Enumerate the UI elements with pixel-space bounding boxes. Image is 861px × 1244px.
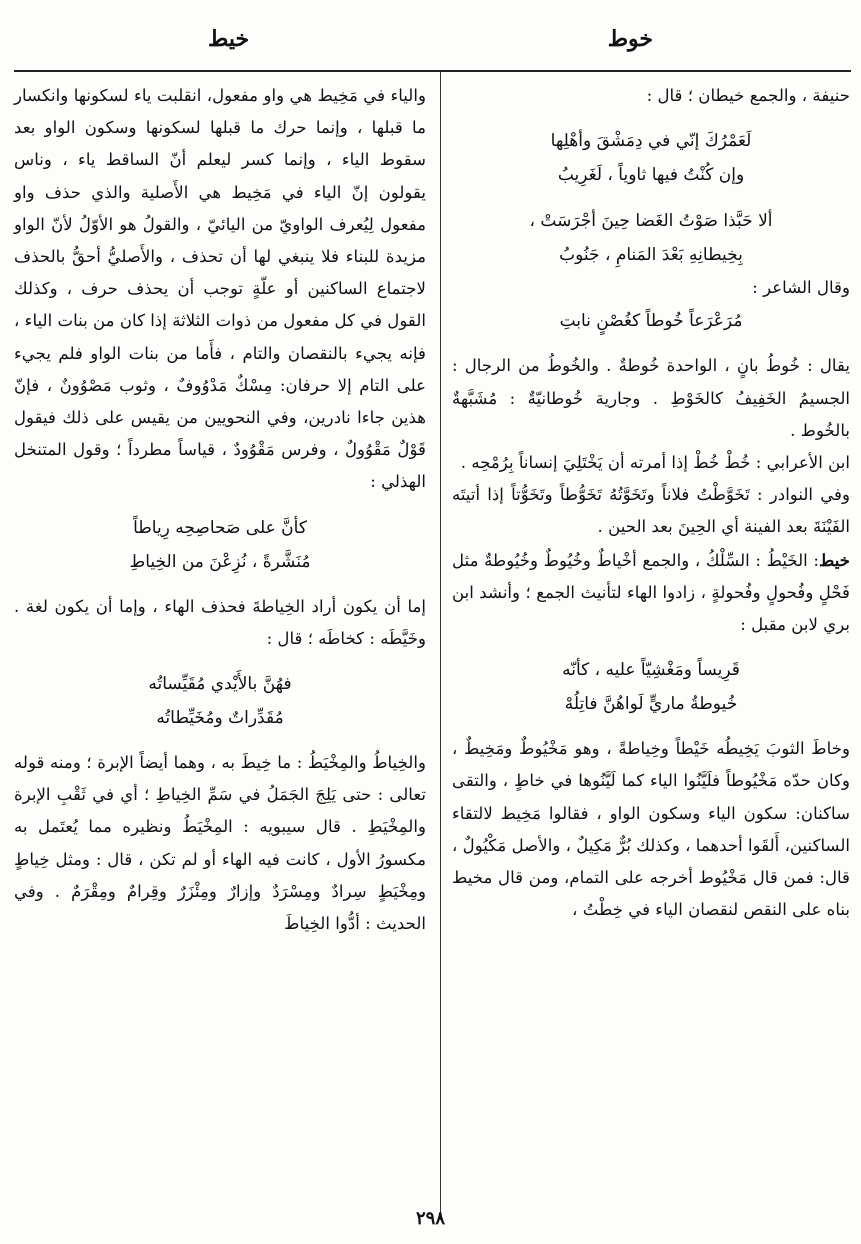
paragraph: والخِياطُ والمِخْيَطُ : ما خِيطَ به ، وهما أيضاً الإبرة ؛ ومنه قوله تعالى : حتى يَلِجَ الجَمَلُ في سَمِّ الخِياطِ ؛ أي في ثَقْبِ الإبرة والمِخْيَطِ . قال سيبويه : المِخْيَطُ ونظيره مما يُعتَمل به مكسورُ الأول ، كانت فيه الهاء أو لم تكن ، قال : ومثل خِياطٍ ومِخْيَطٍ سِرادٌ ومِسْرَدٌ وإزارٌ ومِئْزَرٌ وقِرامٌ ومِقْرَمٌ . وفي الحديث : أدُّوا الخِياطَ [14, 753, 426, 934]
verse-line: خُيوطةُ ماريٍّ لَواهُنَّ فاتِلُهْ [564, 694, 738, 715]
paragraph: والياء في مَخِيط هي واو مفعول، انقلبت ياء لسكونها وانكسار ما قبلها ، وإنما حرك ما قبلها لسكونها وسكون الواو بعد سقوط الياء ، وإنما كسر ليعلم أنّ الساقط ياء ، وناس يقولون إنّ الياء في مَخِيط هي الأَصلية والذي حذف واو مفعول لِيُعرف الواويّ من اليائيّ ، والقولُ هو الأوّلُ لأنّ الواو مزيدة للبناء فلا ينبغي لها أن تحذف ، والأَصليُّ أحقُّ بالحذف لاجتماع الساكنين أو علّةٍ توجب أن يحذف حرف ، وكذلك القول في كل مفعول من ذوات الثلاثة إذا كان من بنات الياء ، فإنه يجيء بالنقصان والتام ، فأَما من بنات الواو فلم يجيء على التام إلا حرفان: مِسْكٌ مَدْوُوفٌ ، وثوب مَصْوُونٌ ، فإنّ هذين جاءا نادرين، وفي النحويين من يقيس على ذلك فيقول قَوْلٌ مَقْوُولٌ ، وفرس مَقْوُودٌ ، قياساً مطرداً ؛ وقول المتنخل الهذلي : [14, 86, 426, 492]
verse-line: مُرَعْرَعاً خُوطاً كغُصْنٍ نابتِ [559, 311, 743, 332]
header-rule [14, 70, 851, 72]
verse-line: ألا حَبَّذا صَوْتُ الغَضا حِينَ أجْرَسَتْ ، [529, 211, 773, 232]
paragraph: ابن الأعرابي : خُطْ خُطْ إذا أمرته أن يَخْتَلِيَ إنساناً بِرُمْحِه . [460, 453, 850, 473]
entry-paragraph [452, 544, 850, 642]
paragraph: يقال : خُوطُ بانٍ ، الواحدة خُوطةٌ . والخُوطُ من الرجال : الجسيمُ الخَفِيفُ كالخَوْطِ . وجارية خُوطانيّةٌ : مُشَبَّهةٌ بالخُوط . [452, 356, 850, 440]
verse-line: مُقَدِّراتٌ ومُخَيِّطاتُه [156, 708, 284, 729]
paragraph: وفي النوادر : تَخَوَّطْتُ فلاناً وتَخَوَّتُهُ تَخَوُّطاً وتَخَوُّتاً إذا أتيتَه الفَيْنَةَ بعد الفينة أي الحِينَ بعد الحين . [452, 485, 850, 537]
verse-line: مُنَشَّرةً ، نُزِعْنَ من الخِياطِ [129, 551, 311, 572]
column-divider [440, 72, 441, 1220]
verse-line: كأنَّ على صَحاصِحِه رِياطاً [133, 517, 307, 538]
page-number: ٢٩٨ [415, 1208, 445, 1229]
paragraph: وخاطَ الثوبَ يَخِيطُه خَيْطاً وخِياطةً ، وهو مَخْيُوطٌ ومَخِيطٌ ، وكان حدّه مَخْيُوطاً فلَيَّنُوا الياء كما لَيَّنُوها في خاطٍ ، والتقى ساكنان: سكون الياء وسكون الواو ، فقالوا مَخِيط لالتقاء الساكنين، أَلقَوا أحدهما ، وكذلك بُرٌّ مَكِيلٌ ، والأصل مَكْيُولٌ ، قال: فمن قال مَخْيُوط أخرجه على التمام، ومن قال مخيط بناه على النقص لنقصان الياء في خِطْتُ ، [452, 739, 850, 920]
verse-line: قَرِيساً ومَغْشِيّاً عليه ، كأنّه [562, 660, 740, 681]
left-column [14, 80, 426, 940]
paragraph: إما أن يكون أراد الخِياطةَ فحذف الهاء ، وإما أن يكون لغة . وخَيَّطَه : كخاطَه ؛ قال : [14, 596, 426, 648]
entry-headword: خيط [818, 549, 850, 570]
paragraph: وقال الشاعر : [752, 278, 850, 298]
right-column [452, 80, 850, 926]
verse-line: وإن كُنْتُ فيها ثاوياً ، لَغَرِيبُ [557, 165, 745, 186]
verse-line: بِخِيطانِهِ بَعْدَ المَنامِ ، جَنُوبُ [559, 245, 743, 266]
paragraph: حنيفة ، والجمع خيطان ؛ قال : [646, 86, 850, 105]
verse-line: لَعَمْرُكَ إنّي في دِمَشْقَ وأهْلِها [550, 131, 752, 152]
entry-text: : الخَيْطُ : السِّلْكُ ، والجمع أخْياطٌ وخُيُوطٌ وخُيُوطةٌ مثل فَحْلٍ وفُحولٍ وفُحولةٍ ، زادوا الهاء لتأنيث الجمع ؛ وأنشد ابن بري لابن مقبل : [452, 550, 850, 635]
header-left-word: خيط [208, 26, 250, 52]
verse-line: فهُنَّ بالأَيْدي مُقَيِّساتُه [148, 674, 292, 695]
header-right-word: خوط [607, 26, 653, 52]
